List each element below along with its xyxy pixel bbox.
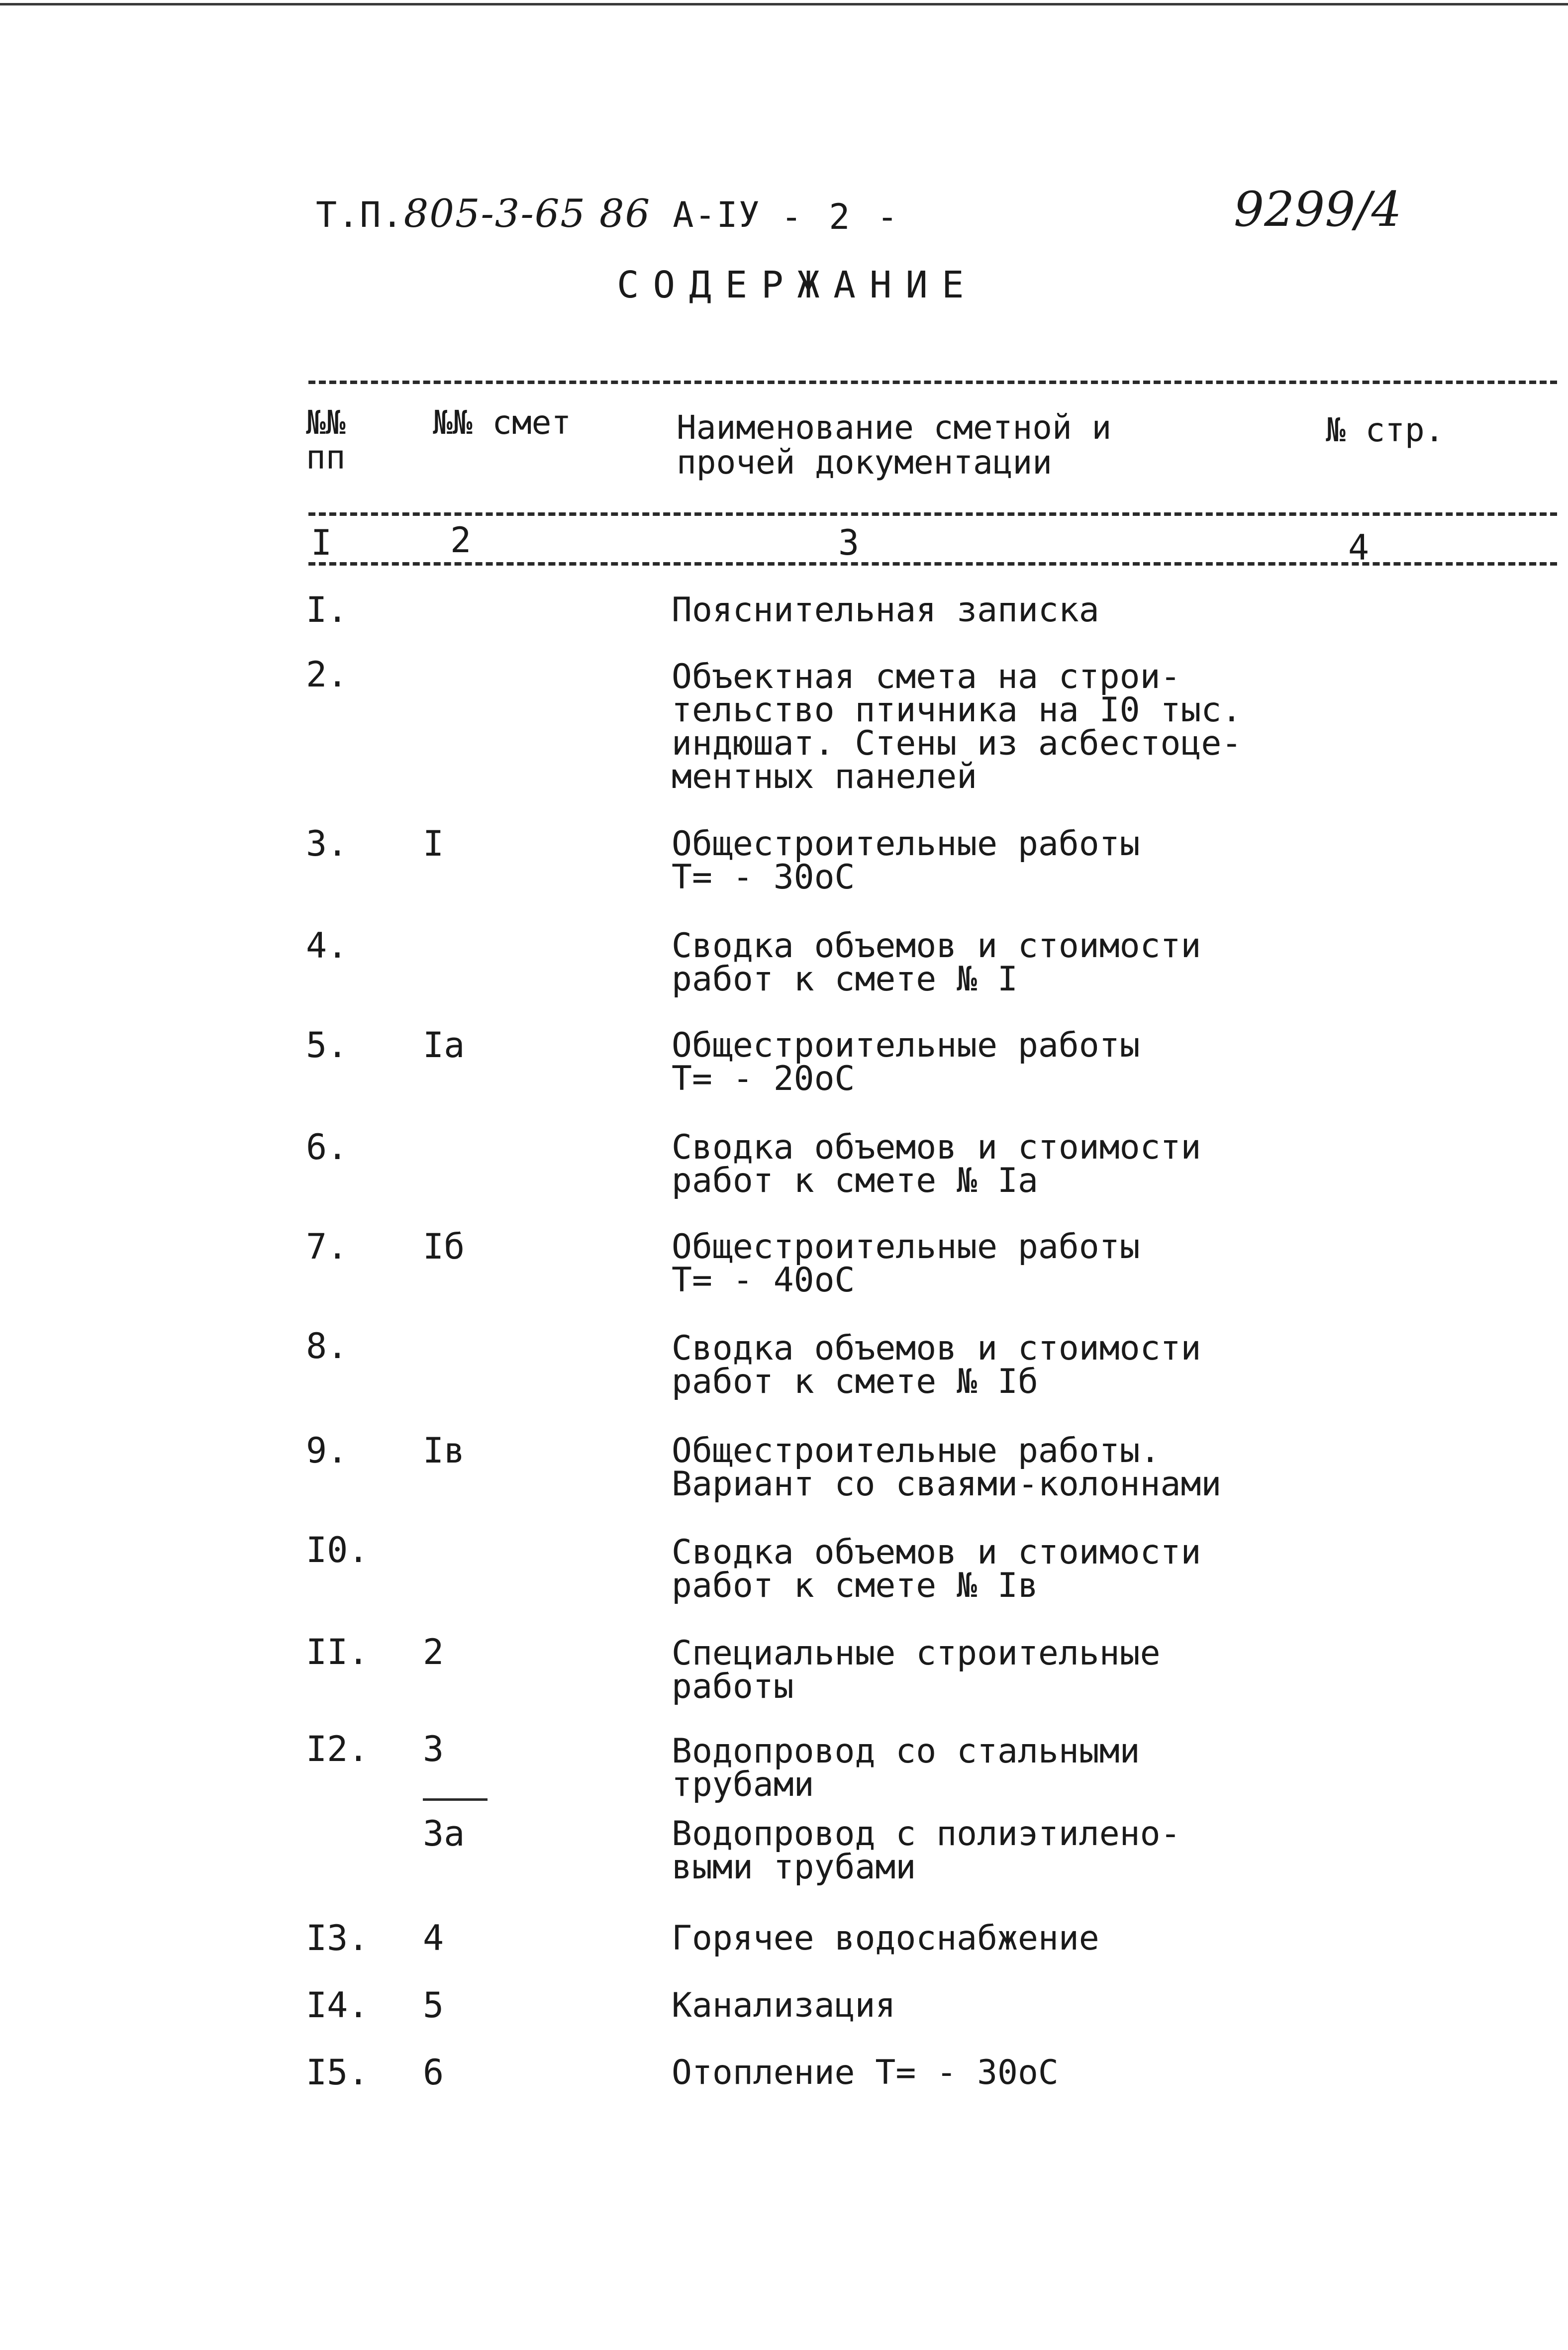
column-header-name: Наименование сметной и прочей документации xyxy=(677,408,1112,482)
row-number: 4. xyxy=(306,925,348,966)
row-name: Сводка объемов и стоимости работ к смете № I xyxy=(672,926,1201,999)
row-number: I. xyxy=(306,589,348,630)
row-number: I2. xyxy=(306,1729,369,1769)
row-estimate: Iв xyxy=(423,1430,465,1471)
column-number-1: I xyxy=(311,522,332,563)
doc-number-handwritten: 9299/4 xyxy=(1234,182,1402,237)
row-number: I4. xyxy=(306,1985,369,2026)
row-number: 7. xyxy=(306,1226,348,1267)
row-name: Канализация xyxy=(672,1986,896,2025)
table-top-rule xyxy=(308,381,1557,384)
page-title: СОДЕРЖАНИЕ xyxy=(617,264,978,306)
column-number-2: 2 xyxy=(450,520,472,561)
row-estimate: I xyxy=(423,823,444,864)
row-estimate: 4 xyxy=(423,1918,444,1958)
column-header-page: № стр. xyxy=(1326,411,1445,449)
row-estimate: Iа xyxy=(423,1025,465,1066)
row-name: Общестроительные работы. Вариант со сваями-колоннами xyxy=(672,1431,1222,1504)
project-code xyxy=(316,192,761,236)
row-name: Общестроительные работы Т= - 30оС xyxy=(672,824,1140,897)
row-name: Горячее водоснабжение xyxy=(672,1919,1099,1958)
code-prefix: Т.П. xyxy=(316,195,404,235)
column-number-3: 3 xyxy=(838,522,860,563)
row-number: 9. xyxy=(306,1430,348,1471)
row-number: 2. xyxy=(306,654,348,695)
row-estimate: 6 xyxy=(423,2052,444,2093)
row-name: Сводка объемов и стоимости работ к смете № Iв xyxy=(672,1533,1201,1605)
row-name: Водопровод со стальными трубами xyxy=(672,1732,1140,1804)
row-estimate: 2 xyxy=(423,1632,444,1672)
column-number-4: 4 xyxy=(1348,527,1370,568)
row-estimate: 3 xyxy=(423,1729,444,1769)
row-name: Общестроительные работы Т= - 40оС xyxy=(672,1227,1140,1300)
row-estimate: 5 xyxy=(423,1985,444,2026)
code-handwritten: 805-3-65 86 xyxy=(403,192,651,236)
page-marker: - 2 - xyxy=(781,196,901,237)
row-name: Водопровод с полиэтилено- выми трубами xyxy=(672,1814,1181,1887)
row-name: Сводка объемов и стоимости работ к смете № Iб xyxy=(672,1329,1201,1401)
numbers-bottom-rule xyxy=(308,562,1557,566)
row-name: Общестроительные работы Т= - 20оС xyxy=(672,1026,1140,1098)
row-number: I3. xyxy=(306,1918,369,1958)
row-number: I5. xyxy=(306,2052,369,2093)
row-name: Отопление Т= - 30оС xyxy=(672,2053,1059,2092)
row-number: 3. xyxy=(306,823,348,864)
column-header-estimate: №№ смет xyxy=(433,403,572,442)
estimate-divider-line xyxy=(423,1798,488,1801)
row-estimate: Iб xyxy=(423,1226,465,1267)
row-number: 5. xyxy=(306,1025,348,1066)
row-estimate: 3а xyxy=(423,1813,465,1854)
code-suffix: А-IУ xyxy=(673,195,761,235)
row-number: 8. xyxy=(306,1326,348,1367)
row-name: Специальные строительные работы xyxy=(672,1634,1161,1706)
row-name: Объектная смета на строи- тельство птичника на I0 тыс. индюшат. Стены из асбестоце- ментных панелей xyxy=(672,657,1242,796)
row-name: Сводка объемов и стоимости работ к смете № Iа xyxy=(672,1128,1201,1200)
column-header-no: №№ пп xyxy=(306,403,346,477)
row-number: II. xyxy=(306,1632,369,1672)
row-name: Пояснительная записка xyxy=(672,590,1099,630)
header-bottom-rule xyxy=(308,512,1557,516)
row-number: 6. xyxy=(306,1127,348,1168)
row-number: I0. xyxy=(306,1530,369,1570)
